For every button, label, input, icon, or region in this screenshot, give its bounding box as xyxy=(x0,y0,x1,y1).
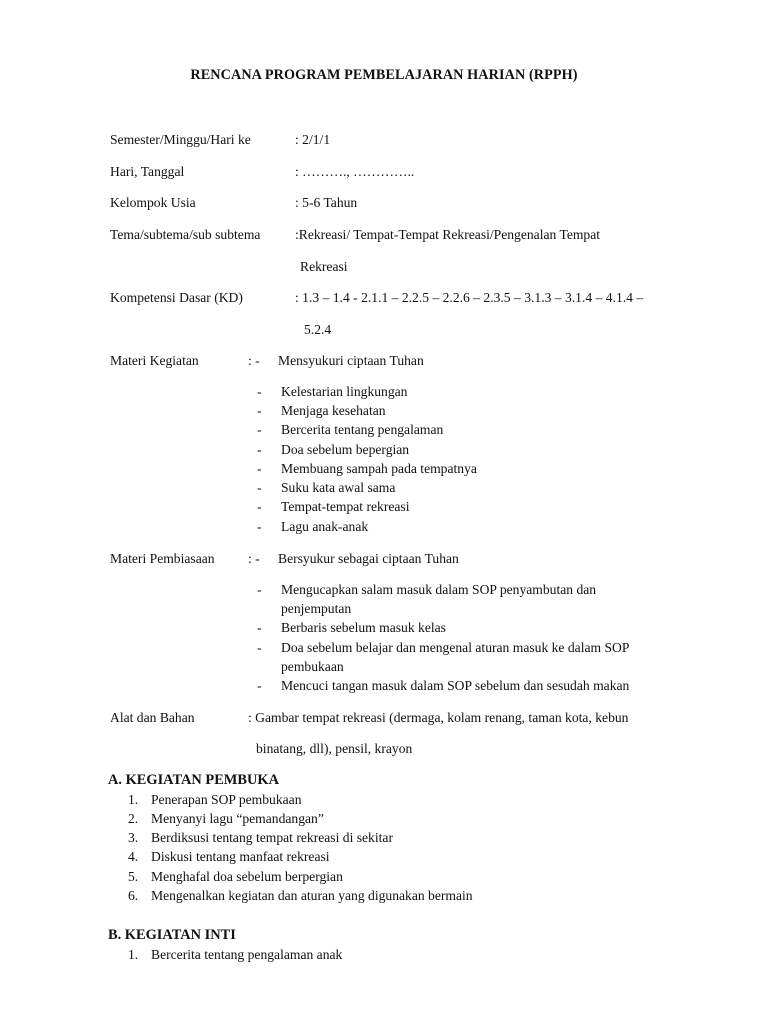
materi-kegiatan-item: Membuang sampah pada tempatnya xyxy=(281,461,477,476)
bullet-dash: - xyxy=(257,480,262,495)
info-value-tema: :Rekreasi/ Tempat-Tempat Rekreasi/Pengenalan Tempat xyxy=(295,227,601,242)
materi-pembiasaan-item-cont: penjemputan xyxy=(281,601,352,616)
alat-bahan-value-cont: binatang, dll), pensil, krayon xyxy=(256,741,413,756)
bullet-dash: - xyxy=(257,442,262,457)
materi-kegiatan-item: Menjaga kesehatan xyxy=(281,403,386,418)
inti-item: Bercerita tentang pengalaman anak xyxy=(151,947,343,962)
pembuka-item: Menghafal doa sebelum berpergian xyxy=(151,869,343,884)
materi-pembiasaan-first: Bersyukur sebagai ciptaan Tuhan xyxy=(278,551,459,566)
info-label-hari-tanggal: Hari, Tanggal xyxy=(110,164,185,179)
materi-pembiasaan-item: Doa sebelum belajar dan mengenal aturan masuk ke dalam SOP xyxy=(281,640,630,655)
list-number: 2. xyxy=(128,811,139,826)
bullet-dash: - xyxy=(257,582,262,597)
alat-bahan-label: Alat dan Bahan xyxy=(110,710,195,725)
materi-pembiasaan-item: Mencuci tangan masuk dalam SOP sebelum dan sesudah makan xyxy=(281,678,630,693)
list-number: 4. xyxy=(128,849,139,864)
bullet-dash: - xyxy=(257,384,262,399)
section-heading-pembuka: A. KEGIATAN PEMBUKA xyxy=(108,772,279,788)
materi-pembiasaan-item: Berbaris sebelum masuk kelas xyxy=(281,620,446,635)
list-number: 1. xyxy=(128,947,139,962)
materi-kegiatan-first: Mensyukuri ciptaan Tuhan xyxy=(278,353,424,368)
materi-kegiatan-item: Bercerita tentang pengalaman xyxy=(281,422,444,437)
list-number: 1. xyxy=(128,792,139,807)
bullet-dash: - xyxy=(257,403,262,418)
bullet-dash: - xyxy=(257,499,262,514)
materi-pembiasaan-item: Mengucapkan salam masuk dalam SOP penyambutan dan xyxy=(281,582,597,597)
bullet-dash: - xyxy=(257,461,262,476)
info-label-kelompok-usia: Kelompok Usia xyxy=(110,195,196,210)
info-value-kd: : 1.3 – 1.4 - 2.1.1 – 2.2.5 – 2.2.6 – 2.3.5 – 3.1.3 – 3.1.4 – 4.1.4 – xyxy=(295,290,644,305)
list-number: 3. xyxy=(128,830,139,845)
info-label-kd: Kompetensi Dasar (KD) xyxy=(110,290,243,305)
materi-pembiasaan-label: Materi Pembiasaan xyxy=(110,551,215,566)
bullet-dash: - xyxy=(257,640,262,655)
info-label-semester: Semester/Minggu/Hari ke xyxy=(110,132,251,147)
materi-kegiatan-separator: : - xyxy=(248,353,260,368)
info-value-tema-cont: Rekreasi xyxy=(300,259,348,274)
info-value-kd-cont: 5.2.4 xyxy=(304,322,332,337)
materi-kegiatan-item: Kelestarian lingkungan xyxy=(281,384,408,399)
info-value-hari-tanggal: : ………., ………….. xyxy=(295,164,415,179)
info-value-semester: : 2/1/1 xyxy=(295,132,331,147)
bullet-dash: - xyxy=(257,678,262,693)
pembuka-item: Berdiksusi tentang tempat rekreasi di sekitar xyxy=(151,830,393,845)
bullet-dash: - xyxy=(257,422,262,437)
pembuka-item: Menyanyi lagu “pemandangan” xyxy=(151,811,324,826)
document-title: RENCANA PROGRAM PEMBELAJARAN HARIAN (RPPH) xyxy=(190,67,578,83)
bullet-dash: - xyxy=(257,519,262,534)
materi-pembiasaan-separator: : - xyxy=(248,551,260,566)
pembuka-item: Diskusi tentang manfaat rekreasi xyxy=(151,849,330,864)
info-value-kelompok-usia: : 5-6 Tahun xyxy=(295,195,358,210)
materi-kegiatan-item: Lagu anak-anak xyxy=(281,519,369,534)
materi-kegiatan-item: Suku kata awal sama xyxy=(281,480,396,495)
materi-kegiatan-label: Materi Kegiatan xyxy=(110,353,199,368)
materi-kegiatan-item: Tempat-tempat rekreasi xyxy=(281,499,410,514)
section-heading-inti: B. KEGIATAN INTI xyxy=(108,927,236,943)
alat-bahan-value: : Gambar tempat rekreasi (dermaga, kolam renang, taman kota, kebun xyxy=(248,710,629,725)
info-label-tema: Tema/subtema/sub subtema xyxy=(110,227,261,242)
bullet-dash: - xyxy=(257,620,262,635)
pembuka-item: Mengenalkan kegiatan dan aturan yang digunakan bermain xyxy=(151,888,473,903)
materi-pembiasaan-item-cont: pembukaan xyxy=(281,659,344,674)
pembuka-item: Penerapan SOP pembukaan xyxy=(151,792,302,807)
list-number: 6. xyxy=(128,888,139,903)
materi-kegiatan-item: Doa sebelum bepergian xyxy=(281,442,410,457)
list-number: 5. xyxy=(128,869,139,884)
